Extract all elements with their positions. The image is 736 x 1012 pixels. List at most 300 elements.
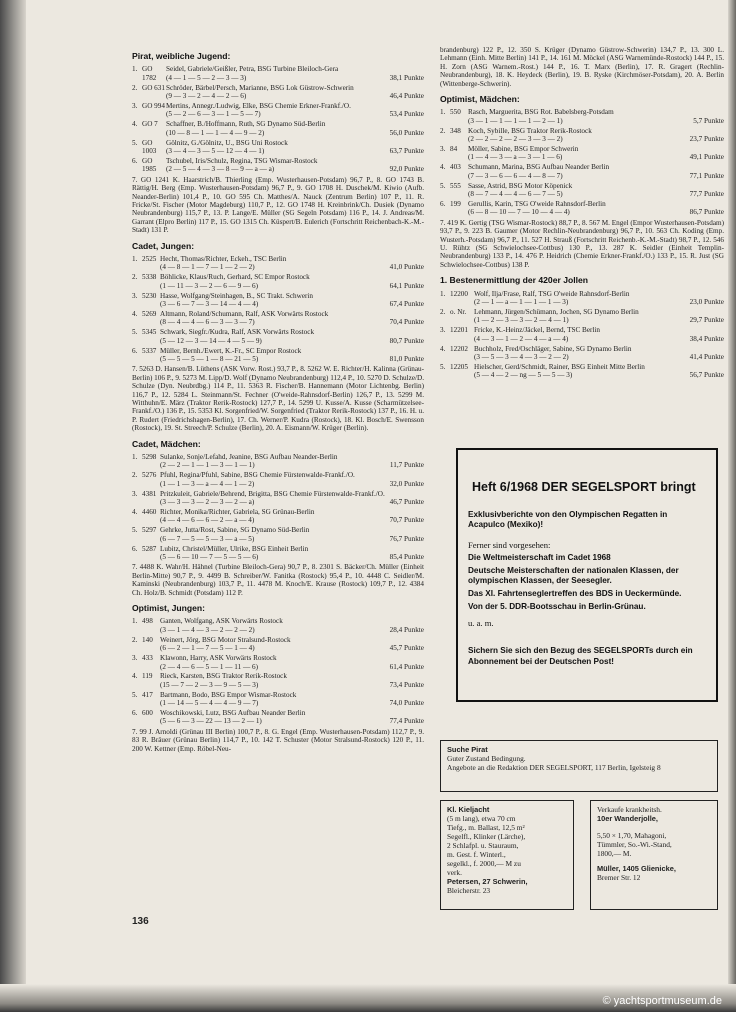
entry-sail-number: 4381 (142, 489, 157, 498)
result-entry (132, 328, 424, 345)
entry-points: 70,4 Punkte (389, 318, 424, 327)
section-heading-cadet-maedchen: Cadet, Mädchen: (132, 438, 201, 449)
entry-race-places: (9 — 3 — 2 — 4 — 2 — 6) (166, 92, 247, 101)
entry-race-places: (4 — 1 — 5 — 2 — 3 — 3) (166, 73, 247, 82)
entry-rank: 4. (132, 672, 138, 681)
entry-race-places: (6 — 8 — 10 — 7 — 10 — 4 — 4) (468, 208, 570, 217)
entry-score-line (166, 165, 424, 173)
result-entry (440, 345, 724, 362)
entry-sail-number: 119 (142, 672, 153, 681)
entry-rank: 2. (440, 126, 446, 135)
entry-sail-number: 600 (142, 709, 153, 718)
page-number: 136 (132, 916, 149, 927)
classified-line: segelkl., f. 2000,— M zu (447, 859, 521, 868)
entry-points: 85,4 Punkte (389, 553, 424, 562)
entry-rank: 3. (132, 489, 138, 498)
section-heading-cadet-jungen: Cadet, Jungen: (132, 240, 195, 251)
entry-race-places: (2 — 4 — 6 — 5 — 1 — 11 — 6) (160, 662, 258, 671)
entry-body (160, 545, 424, 562)
entry-score-line (160, 644, 424, 652)
result-entry (132, 617, 424, 634)
entry-race-places: (6 — 7 — 5 — 5 — 3 — a — 5) (160, 534, 255, 543)
entry-body (160, 471, 424, 488)
entry-crew: Gerullis, Karin, TSG O'weide Rahnsdorf-Berlin (468, 200, 606, 208)
entry-points: 45,7 Punkte (389, 644, 424, 653)
classified-title: 10er Wanderjolle, (597, 814, 658, 823)
entry-sail-number: GO 631 (142, 83, 165, 92)
entry-crew: Sasse, Astrid, BSG Motor Köpenick (468, 181, 573, 190)
classified-line: (5 m lang), etwa 70 cm (447, 814, 516, 823)
result-entry (132, 709, 424, 726)
entry-race-places: (5 — 2 — 6 — 3 — 1 — 5 — 7) (166, 110, 261, 119)
entry-points: 76,7 Punkte (389, 534, 424, 543)
result-entry (132, 691, 424, 708)
entry-rank: 1. (440, 108, 446, 117)
entry-rank: 2. (132, 635, 138, 644)
classified-line: Tiefg., m. Ballast, 12,5 m² (447, 823, 525, 832)
entry-body (474, 363, 724, 380)
entry-sail-number: 403 (450, 163, 461, 172)
cadet-maedchen-results (132, 453, 424, 561)
entry-body (468, 163, 724, 180)
result-entry (132, 84, 424, 101)
entry-score-line (468, 153, 724, 161)
section-heading-optimist-maedchen: Optimist, Mädchen: (440, 94, 520, 105)
result-entry (132, 526, 424, 543)
entry-points: 56,7 Punkte (689, 371, 724, 380)
420er-results (440, 290, 724, 380)
cadet-maedchen-rest: 7. 4488 K. Wahr/H. Hähnel (Turbine Bleiloch-Gera) 90,7 P., 8. 2301 S. Bäcker/Ch. Müller (Einheit Berlin-Mitte) 90,7 P., 9. 4499 B. Schreiber/W. Fanitka (Rostock) 95,4 P., 10. 4448 C. Seidler/M. Kaminski (Neubrandenburg) 103,7 P., 11. 4478 M. Knoch/E. Krause (Rostock) 109,7 P., 12. 4384 Ch. Holz/B. Schmidt (Potsdam) 112 P. (132, 563, 424, 597)
entry-rank: 6. (132, 544, 138, 553)
entry-sail-number: 5287 (142, 544, 157, 553)
entry-points: 86,7 Punkte (689, 208, 724, 217)
entry-body (160, 636, 424, 653)
entry-body (160, 617, 424, 634)
entry-sail-number: 498 (142, 617, 153, 626)
entry-rank: 2. (132, 273, 138, 282)
entry-crew: Klawonn, Harry, ASK Vorwärts Rostock (160, 654, 277, 663)
entry-race-places: (5 — 12 — 3 — 14 — 4 — 5 — 9) (160, 336, 262, 345)
result-entry (132, 508, 424, 525)
entry-sail-number: GO 1985 (142, 156, 157, 174)
entry-rank: 1. (132, 65, 138, 74)
entry-points: 41,0 Punkte (389, 263, 424, 272)
entry-crew: Sulanke, Sonje/Lefahd, Jeanine, BSG Aufbau Neander-Berlin (160, 453, 338, 462)
result-entry (132, 654, 424, 671)
entry-sail-number: 555 (450, 181, 461, 190)
entry-crew: Woschikowski, Lutz, BSG Aufbau Neander Berlin (160, 709, 306, 718)
section-heading-optimist-jungen: Optimist, Jungen: (132, 603, 206, 614)
entry-crew: Bartmann, Bodo, BSG Empor Wismar-Rostock (160, 690, 297, 699)
entry-rank: 1. (440, 289, 446, 298)
left-column (132, 52, 424, 756)
classified-line: verk. (447, 868, 462, 877)
entry-sail-number: GO 1003 (142, 138, 157, 156)
entry-body (160, 654, 424, 671)
entry-body (160, 310, 424, 327)
result-entry (132, 273, 424, 290)
entry-race-places: (3 — 4 — 3 — 5 — 12 — 4 — 1) (166, 147, 265, 156)
entry-sail-number: 5298 (142, 453, 157, 462)
entry-score-line (468, 135, 724, 143)
optimist-jungen-continuation: brandenburg) 122 P., 12. 350 S. Krüger (Dynamo Güstrow-Schwerin) 134,7 P., 13. 300 L. Lehmann (Einh. Mitte Berlin) 141 P., 14. 161 M. Möckel (ASG Warnemünde-Rostock) 144 P., 15. H. Zorn (ASG Warnem.-Rost.) 144 P., 16. T. Marx (Berlin), 17. R. Gragert (Rechlin-Neubrandenburg), 18. K. Heydeck (Berlin), 19. B. Ryske (Kirchmöser-Potsdam), 20. A. Berlin (Wittenberge-Schwerin). (440, 46, 724, 88)
result-entry (440, 200, 724, 217)
entry-points: 63,7 Punkte (389, 147, 424, 156)
entry-crew: Mertins, Annegr./Ludwig, Elke, BSG Chemie Erkner-Frankf./O. (166, 102, 351, 111)
entry-rank: 3. (132, 102, 138, 111)
entry-sail-number: 12201 (450, 326, 468, 335)
result-entry (132, 347, 424, 364)
entry-body (160, 292, 424, 309)
entry-crew: Wolf, Ilja/Frase, Ralf, TSG O'weide Rahnsdorf-Berlin (474, 289, 630, 298)
entry-body (468, 145, 724, 162)
entry-sail-number: GO 994 (142, 102, 165, 111)
result-entry (440, 108, 724, 125)
entry-body (160, 347, 424, 364)
entry-sail-number: 5338 (142, 273, 157, 282)
entry-score-line (474, 371, 724, 379)
entry-race-places: (3 — 3 — 3 — 2 — 3 — 2 — a) (160, 498, 255, 507)
entry-points: 80,7 Punkte (389, 336, 424, 345)
classified-wanderjolle (590, 800, 718, 910)
entry-rank: 5. (440, 181, 446, 190)
optimist-jungen-rest: 7. 99 J. Arnoldi (Grünau III Berlin) 100,7 P., 8. G. Engel (Emp. Wusterhausen-Potsdam) 112,7 P., 9. 83 R. Bräuer (Grünau Berlin) 114,7 P., 10. 142 T. Schuster (Motor Stralsund-Rostock) 120 P., 11. 200 W. Kettner (Emp. Röbel-Neu- (132, 727, 424, 753)
entry-rank: 3. (132, 291, 138, 300)
entry-score-line (160, 717, 424, 725)
entry-body (468, 108, 724, 125)
entry-body (166, 157, 424, 174)
entry-score-line (474, 335, 724, 343)
entry-sail-number: 12202 (450, 344, 468, 353)
entry-points: 49,1 Punkte (689, 153, 724, 162)
entry-score-line (166, 147, 424, 155)
entry-body (468, 182, 724, 199)
result-entry (132, 453, 424, 470)
entry-crew: Seidel, Gabriele/Geißler, Petra, BSG Turbine Bleiloch-Gera (166, 65, 339, 74)
entry-race-places: (3 — 1 — 4 — 3 — 2 — 2 — 2) (160, 625, 255, 634)
entry-rank: 1. (132, 453, 138, 462)
entry-sail-number: 5297 (142, 526, 157, 535)
entry-crew: Möller, Sabine, BSG Empor Schwerin (468, 145, 579, 154)
entry-sail-number: 5269 (142, 309, 157, 318)
result-entry (440, 182, 724, 199)
entry-crew: Buchholz, Fred/Oschläger, Sabine, SG Dynamo Berlin (474, 344, 632, 353)
entry-body (160, 526, 424, 543)
entry-crew: Gehrke, Jutta/Rost, Sabine, SG Dynamo Süd-Berlin (160, 526, 310, 535)
entry-sail-number: 140 (142, 635, 153, 644)
entry-points: 23,0 Punkte (689, 298, 724, 307)
entry-race-places: (10 — 8 — 1 — 1 — 4 — 9 — 2) (166, 128, 265, 137)
entry-race-places: (1 — 1 — 3 — a — 4 — 1 — 2) (160, 479, 255, 488)
segelsport-advertisement (456, 448, 718, 702)
entry-crew: Hasse, Wolfgang/Steinhagen, B., SC Trakt. Schwerin (160, 291, 314, 300)
entry-body (160, 255, 424, 272)
entry-race-places: (4 — 4 — 6 — 6 — 2 — a — 4) (160, 516, 255, 525)
entry-score-line (160, 355, 424, 363)
entry-body (468, 200, 724, 217)
entry-points: 67,4 Punkte (389, 300, 424, 309)
entry-points: 81,0 Punkte (389, 355, 424, 363)
entry-race-places: (3 — 5 — 3 — 4 — 3 — 2 — 2) (474, 353, 569, 361)
right-column (440, 44, 724, 381)
entry-score-line (160, 282, 424, 290)
result-entry (132, 636, 424, 653)
entry-body (166, 65, 424, 82)
entry-points: 11,7 Punkte (389, 461, 424, 470)
cadet-jungen-results (132, 255, 424, 363)
entry-crew: Tschubel, Iris/Schulz, Regina, TSG Wismar-Rostock (166, 156, 318, 165)
entry-crew: Ganten, Wolfgang, ASK Vorwärts Rostock (160, 617, 283, 626)
entry-rank: 3. (440, 326, 446, 335)
result-entry (440, 127, 724, 144)
entry-points: 46,4 Punkte (389, 92, 424, 101)
entry-sail-number: 433 (142, 654, 153, 663)
entry-race-places: (2 — 5 — 4 — 3 — 8 — 9 — a — a) (166, 165, 275, 174)
entry-score-line (160, 498, 424, 506)
entry-race-places: (1 — 11 — 3 — 2 — 6 — 9 — 6) (160, 281, 258, 290)
entry-race-places: (5 — 6 — 10 — 7 — 5 — 5 — 6) (160, 553, 259, 562)
entry-rank: 4. (440, 344, 446, 353)
classified-line: Tümmler, So.-Wi.-Stand, (597, 840, 672, 849)
optimist-jungen-results (132, 617, 424, 725)
entry-points: 77,7 Punkte (689, 190, 724, 199)
result-entry (132, 471, 424, 488)
result-entry (440, 326, 724, 343)
result-entry (132, 310, 424, 327)
result-entry (440, 290, 724, 307)
classified-line: m. Gest. f. Winterl., (447, 850, 506, 859)
ad-item: Die Weltmeisterschaft im Cadet 1968 (468, 553, 611, 562)
entry-rank: 1. (132, 255, 138, 264)
entry-score-line (160, 681, 424, 689)
classified-line: 5,50 × 1,70, Mahagoni, (597, 831, 667, 840)
entry-race-places: (7 — 3 — 6 — 6 — 4 — 8 — 7) (468, 171, 563, 180)
entry-points: 29,7 Punkte (689, 316, 724, 325)
ad-item: Das XI. Fahrtenseglertreffen des BDS in Ueckermünde. (468, 589, 682, 598)
entry-rank: 3. (440, 145, 446, 154)
entry-points: 64,1 Punkte (389, 281, 424, 290)
result-entry (132, 255, 424, 272)
entry-crew: Lubitz, Christel/Müller, Ulrike, BSG Einheit Berlin (160, 544, 309, 553)
entry-crew: Schumann, Marina, BSG Aufbau Neander Berlin (468, 163, 610, 172)
entry-crew: Richter, Monika/Richter, Gabriela, SG Grünau-Berlin (160, 508, 315, 516)
entry-race-places: (8 — 4 — 4 — 6 — 3 — 3 — 7) (160, 318, 255, 327)
entry-sail-number: GO 7 (142, 120, 158, 129)
result-entry (132, 545, 424, 562)
entry-points: 92,0 Punkte (389, 165, 424, 174)
entry-crew: Koch, Sybille, BSG Traktor Rerik-Rostock (468, 126, 592, 135)
ad-intro: Ferner sind vorgesehen: (468, 540, 551, 550)
classified-line: Verkaufe krankheitsh. (597, 805, 662, 814)
entry-body (160, 273, 424, 290)
classified-title: Kl. Kieljacht (447, 805, 490, 814)
entry-crew: Altmann, Roland/Schumann, Ralf, ASK Vorwärts Rostock (160, 309, 329, 318)
result-entry (440, 308, 724, 325)
classified-line: Segelfl., Klinker (Lärche), (447, 832, 526, 841)
entry-race-places: (2 — 2 — 2 — 2 — 3 — 3 — 2) (468, 135, 563, 144)
entry-rank: 1. (132, 617, 138, 626)
entry-sail-number: 5230 (142, 291, 157, 300)
entry-sail-number: 5345 (142, 328, 157, 337)
entry-crew: Pritzkuleit, Gabriele/Behrend, Brigitta, BSG Chemie Fürstenwalde-Frankf./O. (160, 489, 385, 498)
book-spine-shadow (0, 0, 26, 1012)
entry-score-line (160, 300, 424, 308)
entry-points: 74,0 Punkte (389, 699, 424, 708)
entry-score-line (166, 110, 424, 118)
entry-race-places: (3 — 1 — 1 — 1 — 1 — 2 — 1) (468, 116, 563, 125)
entry-crew: Böhlicke, Klaus/Ruch, Gerhard, SC Empor Rostock (160, 273, 310, 282)
result-entry (440, 145, 724, 162)
entry-body (160, 328, 424, 345)
entry-crew: Fricke, K.-Heinz/Jäckel, Bernd, TSC Berlin (474, 326, 601, 335)
entry-rank: 3. (132, 654, 138, 663)
entry-score-line (160, 480, 424, 488)
entry-crew: Pfuhl, Regina/Pfuhl, Sabine, BSG Chemie Fürstenwalde-Frankf./O. (160, 471, 355, 480)
entry-race-places: (5 — 5 — 5 — 1 — 8 — 21 — 5) (160, 355, 259, 363)
classified-kieljacht (440, 800, 574, 910)
entry-score-line (160, 663, 424, 671)
entry-points: 77,1 Punkte (689, 171, 724, 180)
entry-rank: 5. (132, 690, 138, 699)
ad-item: Deutsche Meisterschaften der nationalen Klassen, der olympischen Klassen, der Seesegler. (468, 566, 679, 585)
page-right-edge (728, 0, 736, 1012)
entry-crew: Rieck, Karsten, BSG Traktor Rerik-Rostock (160, 672, 287, 681)
entry-rank: 2. (132, 83, 138, 92)
entry-points: 53,4 Punkte (389, 110, 424, 119)
entry-score-line (160, 553, 424, 561)
ad-title: Heft 6/1968 DER SEGELSPORT bringt (472, 480, 696, 494)
entry-score-line (160, 461, 424, 469)
entry-score-line (160, 337, 424, 345)
result-entry (132, 139, 424, 156)
entry-body (166, 84, 424, 101)
classified-contact: Müller, 1405 Glienicke, (597, 864, 676, 873)
entry-sail-number: GO 1782 (142, 65, 157, 82)
entry-sail-number: 550 (450, 108, 461, 117)
entry-body (160, 490, 424, 507)
result-entry (440, 163, 724, 180)
entry-race-places: (4 — 3 — 1 — 2 — 4 — a — 4) (474, 334, 569, 343)
entry-rank: 6. (132, 709, 138, 718)
entry-crew: Weinert, Jörg, BSG Motor Stralsund-Rostock (160, 635, 291, 644)
entry-score-line (468, 117, 724, 125)
entry-race-places: (5 — 4 — 2 — ng — 5 — 5 — 3) (474, 371, 573, 380)
entry-points: 73,4 Punkte (389, 680, 424, 689)
entry-race-places: (8 — 7 — 4 — 4 — 6 — 7 — 5) (468, 190, 563, 199)
entry-crew: Hecht, Thomas/Richter, Eckeh., TSC Berlin (160, 255, 287, 264)
classified-line: 2 Schlafpl. u. Stauraum, (447, 841, 519, 850)
entry-points: 56,0 Punkte (389, 128, 424, 137)
entry-body (160, 508, 424, 525)
result-entry (132, 102, 424, 119)
entry-body (160, 453, 424, 470)
entry-race-places: (1 — 14 — 5 — 4 — 4 — 9 — 7) (160, 699, 259, 708)
result-entry (132, 120, 424, 137)
classified-contact: Petersen, 27 Schwerin, (447, 877, 528, 886)
classified-suche-pirat (440, 740, 718, 792)
optimist-maedchen-rest: 7. 419 K. Gertig (TSG Wismar-Rostock) 88,7 P., 8. 567 M. Engel (Empor Wusterhausen-Potsdam) 93,7 P., 9. 223 B. Gaumer (Motor Rechlin-Neubrandenburg) 96,7 P., 10. 563 Ch. Koding (Emp. Wusterh.-Potsdam) 96,7 P., 11. 527 H. Strauß (Fortschritt Reichenb.-K.-M.-Stadt) 98,7 P., 12. 546 U. Rühtz (SG Schwielochsee-Cottbus) 130 P., 13. 287 K. Seidler (Einheit Templin-Neubrandenburg) 133 P., 14. 476 P. Heidrich (Chemie Erkner-Frankf./O.) 133 P., 15. R. Just (SG Schwielochsee-Cottbus) 138 P. (440, 218, 724, 269)
entry-body (160, 672, 424, 689)
entry-points: 70,7 Punkte (389, 516, 424, 525)
entry-score-line (474, 298, 724, 306)
entry-rank: 6. (132, 346, 138, 355)
entry-crew: Gölnitz, G./Gölnitz, U., BSG Uni Rostock (166, 138, 288, 147)
section-heading-pirat: Pirat, weibliche Jugend: (132, 51, 231, 61)
entry-score-line (468, 190, 724, 198)
entry-points: 41,4 Punkte (689, 353, 724, 361)
entry-sail-number: 5276 (142, 471, 157, 480)
entry-points: 5,7 Punkte (693, 116, 724, 125)
entry-sail-number: 12200 (450, 289, 468, 298)
entry-race-places: (1 — 4 — 3 — a — 3 — 1 — 6) (468, 153, 563, 162)
entry-sail-number: o. Nr. (450, 307, 467, 316)
entry-crew: Müller, Bernh./Ewert, K.-Fr., SC Empor Rostock (160, 346, 302, 355)
entry-score-line (160, 699, 424, 707)
classified-address: Bremer Str. 12 (597, 873, 641, 882)
classified-line: 1800,— M. (597, 849, 632, 858)
result-entry (440, 363, 724, 380)
ad-subtitle: Exklusivberichte von den Olympischen Regatten in Acapulco (Mexiko)! (468, 510, 668, 529)
entry-rank: 6. (440, 200, 446, 208)
pirat-results (132, 65, 424, 173)
entry-sail-number: 84 (450, 145, 458, 154)
entry-crew: Schaffner, B./Hoffmann, Ruth, SG Dynamo Süd-Berlin (166, 120, 326, 129)
entry-rank: 4. (440, 163, 446, 172)
entry-points: 28,4 Punkte (389, 625, 424, 634)
entry-score-line (160, 535, 424, 543)
entry-points: 32,0 Punkte (389, 479, 424, 488)
entry-crew: Schwark, Siegfr./Kudra, Ralf, ASK Vorwärts Rostock (160, 328, 315, 337)
entry-sail-number: 199 (450, 200, 461, 208)
entry-crew: Schröder, Bärbel/Persch, Marianne, BSG Lok Güstrow-Schwerin (166, 83, 354, 92)
entry-body (474, 308, 724, 325)
entry-score-line (166, 129, 424, 137)
ad-item: Von der 5. DDR-Bootsschau in Berlin-Grünau. (468, 602, 646, 611)
entry-crew: Rasch, Marguerita, BSG Rot. Babelsberg-Potsdam (468, 108, 614, 117)
entry-body (474, 345, 724, 362)
entry-crew: Hielscher, Gerd/Schmidt, Rainer, BSG Einheit Mitte Berlin (474, 362, 645, 371)
classified-line: Angebote an die Redaktion DER SEGELSPORT, 117 Berlin, Igelsteig 8 (447, 763, 661, 772)
entry-race-places: (1 — 2 — 3 — 3 — 2 — 4 — 1) (474, 316, 569, 325)
ad-footer: Sichern Sie sich den Bezug des SEGELSPORTs durch ein Abonnement bei der Deutschen Post! (468, 646, 693, 666)
entry-race-places: (15 — 7 — 2 — 3 — 9 — 5 — 3) (160, 680, 259, 689)
entry-rank: 4. (132, 309, 138, 318)
entry-points: 77,4 Punkte (389, 717, 424, 726)
section-heading-420er: 1. Bestenermittlung der 420er Jollen (440, 275, 589, 286)
result-entry (132, 157, 424, 174)
entry-points: 46,7 Punkte (389, 498, 424, 507)
entry-body (166, 120, 424, 137)
entry-race-places: (4 — 8 — 1 — 7 — 1 — 2 — 2) (160, 263, 255, 272)
entry-score-line (160, 318, 424, 326)
entry-score-line (160, 516, 424, 524)
pirat-rest: 7. GO 1241 K. Haarstrich/B. Thierling (Emp. Wusterhausen-Potsdam) 96,7 P., 8. GO 1743 B. Rättig/H. Berg (Emp. Wusterhausen-Potsdam) 96,7 P., 9. GO 1708 H. Duschek/M. Kiwio (Aufb. Neander-Berlin) 101,4 P., 10. GO 595 Ch. Matthes/A. Nauck (Zentrum Berlin) 107 P., 11. R. Fricke/St. Fischer (Motor Magdeburg) 110,7 P., 12. GO 1748 H. Kreinbrink/Ch. Dusiek (Dynamo Neubrandenburg) 115,7 P., 13. P. Lange/E. Müller (SG Segeln Potsdam) 116 P., 14. J. Andreas/M. Garrant (Elpro Berlin) 117 P., 15. GO 1315 Ch. Küspert/B. Eulerich (Fortschritt Reichenbach-K.-M.-Stadt) 131 P. (132, 175, 424, 235)
entry-body (160, 709, 424, 726)
cadet-jungen-rest: 7. 5263 D. Hansen/B. Lüthens (ASK Vorw. Rost.) 93,7 P., 8. 5262 W. E. Richter/H. Kalinna (Grünau-Berlin) 106 P., 9. 5273 M. Lipp/D. Wolf (Dynamo Neubrandenburg) 112,4 P., 10. 5270 D. Schulze/D. Schulze (Dyn. Neubrdbg.) 114 P., 11. 5363 R. Fischer/B. Hannemann (Motor Lichtenbg. Berlin) 116,7 P., 12. 5284 L. Steinmann/St. Fechner (O'weide-Rahnsdorf-Berlin) 126,7 P., 13. 5299 M. Witthuhn/E. März (Traktor Rerik-Rostock) 127,7 P., 14. 5299 U. Kusse/A. Kusse (Scharmützelsee-Frankf./O.) 136 P., 15. 5353 Kl. Sorgenfried/W. Sorgenfried (Traktor Rerik-Rostock) 137 P., 16. H. u. P. Rudert (Friedrichshagen-Berlin), 17. Ch. Werner/P. Kudra (Rostock), 18. Kl. Bosch/E. Swensson (Rostock), 19. St. Streech/P. Schulze (Berlin), 20. A. Eismann/W. Krüger (Berlin). (132, 365, 424, 433)
entry-rank: 2. (440, 307, 446, 316)
entry-rank: 5. (132, 526, 138, 535)
entry-rank: 4. (132, 120, 138, 129)
entry-body (468, 127, 724, 144)
entry-score-line (468, 172, 724, 180)
entry-rank: 2. (132, 471, 138, 480)
entry-body (474, 326, 724, 343)
entry-rank: 4. (132, 508, 138, 516)
entry-points: 61,4 Punkte (389, 662, 424, 671)
entry-race-places: (6 — 2 — 1 — 7 — 5 — 1 — 4) (160, 644, 255, 653)
entry-race-places: (2 — 2 — 1 — 1 — 3 — 1 — 1) (160, 461, 255, 470)
entry-points: 23,7 Punkte (689, 135, 724, 144)
